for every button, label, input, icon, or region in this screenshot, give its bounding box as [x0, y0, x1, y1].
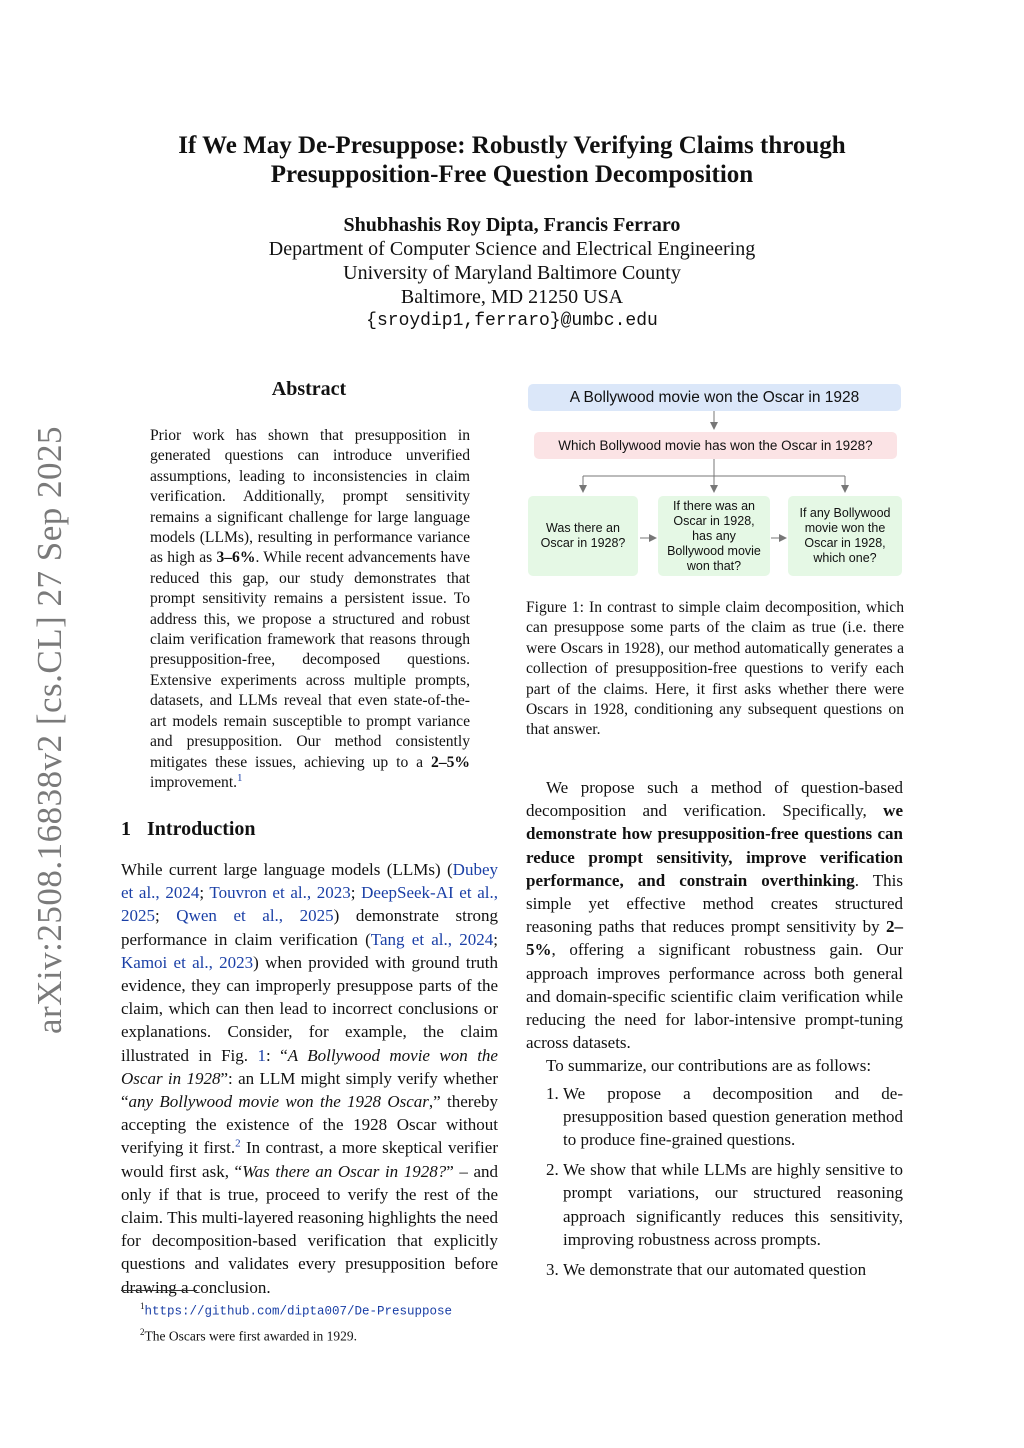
footnote-divider — [121, 1290, 197, 1291]
arxiv-sidebar — [20, 425, 80, 1035]
contribution-item-3: 3. We demonstrate that our automated question — [563, 1258, 903, 1281]
section-title: Introduction — [147, 818, 256, 840]
citation-tang[interactable]: Tang et al., 2024 — [370, 929, 494, 949]
author-department: Department of Computer Science and Electrical Engineering — [268, 238, 756, 260]
figure-caption: Figure 1: In contrast to simple claim decomposition, which can presuppose some parts of the claim as true (i.e. there were Oscars in 1928), our method automatically generates a collection of presupposition-free questions to verify each part of the claims. Here, it first asks whether there were Oscars in 1928, conditioning any subsequent questions on that answer. — [526, 599, 904, 739]
citation-kamoi[interactable]: Kamoi et al., 2023 — [121, 952, 254, 972]
author-block — [100, 213, 924, 333]
github-link[interactable]: https://github.com/dipta007/De-Presuppose — [144, 1304, 453, 1319]
sub-question-box-2: If there was an Oscar in 1928, has any Bollywood movie won that? — [658, 496, 770, 576]
section-heading-introduction — [121, 818, 256, 841]
author-university: University of Maryland Baltimore County — [343, 262, 681, 284]
footnotes — [140, 1296, 452, 1346]
section-number: 1 — [121, 818, 131, 840]
footnote-link-1[interactable]: 1 — [237, 771, 243, 784]
abstract-heading: Abstract — [271, 378, 347, 400]
claim-box: A Bollywood movie won the Oscar in 1928 — [528, 384, 901, 411]
footnote-link-2[interactable]: 2 — [235, 1137, 241, 1150]
intro-paragraph-3: To summarize, our contributions are as follows: — [546, 1056, 872, 1076]
author-email[interactable]: {sroydip1,ferraro}@umbc.edu — [366, 311, 658, 331]
footnote-2: $^2$The Oscars were first awarded in 1929. — [140, 1326, 358, 1343]
contributions-list — [526, 1082, 903, 1282]
citation-qwen[interactable]: Qwen et al., 2025 — [176, 906, 334, 926]
right-column-text — [526, 776, 903, 1288]
title-line-1: If We May De-Presuppose: Robustly Verifying Claims through — [178, 132, 846, 159]
paper-title — [100, 131, 924, 189]
contribution-item-2: 2. We show that while LLMs are highly sensitive to prompt variations, our structured reasoning approach significantly reduces this sensitivity, improving robustness across prompts. — [563, 1158, 903, 1251]
figure-1 — [526, 380, 904, 580]
intro-paragraph-1: While current large language models (LLMs) (Dubey et al., 2024; Touvron et al., 2023; DeepSeek-AI et al., 2025; Qwen et al., 2025) demonstrate strong performance in claim verification (Tang et al., 2024; Kamoi et al., 2023) when provided with ground truth evidence, they can improperly presuppose parts of the claim, which can then lead to incorrect conclusions or explanations. Consider, for example, the claim illustrated in Fig. 1: “A Bollywood movie won the Oscar in 1928”: an LLM might simply verify whether “any Bollywood movie won the 1928 Oscar,” thereby accepting the existence of the 1928 Oscar without verifying it first.$^2$ In contrast, a more skeptical verifier would first ask, “Was there an Oscar in 1928?” – and only if that is true, proceed to verify the rest of the claim. This multi-layered reasoning highlights the need for decomposition-based verification that explicitly questions and validates every presupposition before drawing a conclusion. — [121, 860, 499, 1297]
citation-dubey[interactable]: Dubey et al., 2024 — [121, 860, 498, 903]
citation-deepseek[interactable]: DeepSeek-AI et al., 2025 — [121, 883, 498, 926]
figure-reference[interactable]: 1 — [257, 1045, 266, 1065]
sub-question-box-1: Was there an Oscar in 1928? — [528, 496, 638, 576]
footnote-1: $^1$https://github.com/dipta007/De-Presuppose — [140, 1301, 453, 1319]
citation-touvron[interactable]: Touvron et al., 2023 — [209, 883, 351, 903]
intro-paragraph-2: We propose such a method of question-based decomposition and verification. Specifically, we demonstrate how presupposition-free questions can reduce prompt sensitivity, improve verification performance, and constrain overthinking. This simple yet effective method creates structured reasoning paths that reduces prompt sensitivity by 2–5%, offering a significant robustness gain. Our approach improves performance across both general and domain-specific scientific claim verification while reducing the need for labor-intensive prompt-tuning across datasets. — [526, 778, 903, 1053]
abstract-body: Prior work has shown that presupposition in generated questions can introduce unverified assumptions, leading to inconsistencies in claim verification. Additionally, prompt sensitivity remains a significant challenge for large language models (LLMs), resulting in performance variance as high as 3–6%. While recent advancements have reduced this gap, our study demonstrates that prompt sensitivity remains a persistent issue. To address this, we propose a structured and robust claim verification framework that reasons through presupposition-free, decomposed questions. Extensive experiments across multiple prompts, datasets, and LLMs reveal that even state-of-the-art models remain susceptible to prompt variance and presupposition. Our method consistently mitigates these issues, achieving up to a 2–5% improvement.$^1$ — [150, 427, 470, 791]
arxiv-identifier: arXiv:2508.16838v2 [cs.CL] 27 Sep 2025 — [30, 425, 69, 1035]
author-names: Shubhashis Roy Dipta, Francis Ferraro — [343, 214, 681, 236]
left-column-text — [121, 858, 498, 1299]
sub-question-box-3: If any Bollywood movie won the Oscar in 1928, which one? — [788, 496, 902, 576]
question-box: Which Bollywood movie has won the Oscar in 1928? — [534, 432, 897, 459]
author-location: Baltimore, MD 21250 USA — [400, 286, 624, 308]
title-line-2: Presupposition-Free Question Decomposition — [270, 161, 754, 188]
contribution-item-1: 1. We propose a decomposition and de-presupposition based question generation method to produce fine-grained questions. — [563, 1082, 903, 1152]
